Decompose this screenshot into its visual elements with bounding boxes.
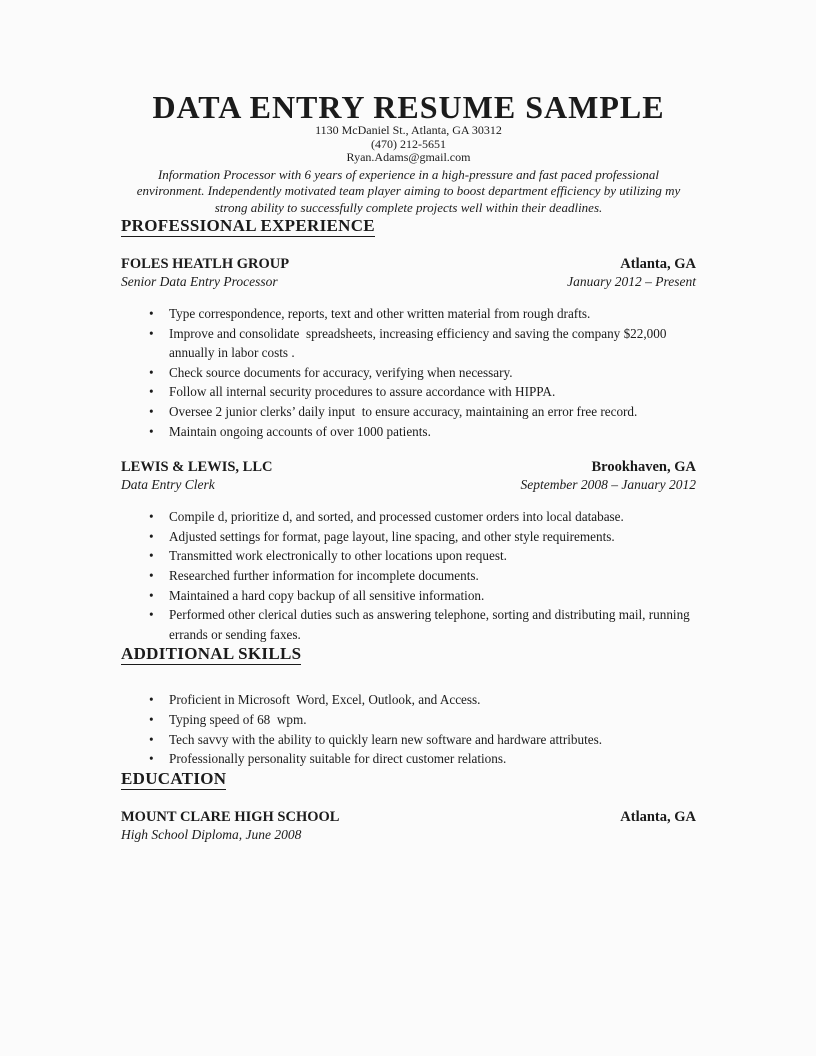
summary-line: environment. Independently motivated team player aiming to boost department efficiency by utilizing my	[136, 183, 681, 198]
contact-phone: (470) 212-5651	[371, 136, 446, 151]
list-item: • Follow all internal security procedures to assure accordance with HIPPA.	[169, 382, 696, 402]
list-item: • Tech savvy with the ability to quickly learn new software and hardware attributes.	[169, 730, 696, 750]
job-entry	[121, 459, 696, 644]
summary-line: Information Processor with 6 years of experience in a high-pressure and fast paced professional	[157, 166, 660, 182]
skills-bullet-list	[121, 690, 696, 768]
list-item: • Maintained a hard copy backup of all sensitive information.	[169, 586, 696, 606]
section-heading-education	[121, 769, 696, 789]
school-name: MOUNT CLARE HIGH SCHOOL	[121, 808, 340, 825]
list-item: • Adjusted settings for format, page layout, line spacing, and other style requirements.	[169, 527, 696, 547]
section-heading-text: PROFESSIONAL EXPERIENCE	[121, 216, 375, 235]
list-item: • Type correspondence, reports, text and other written material from rough drafts.	[169, 304, 696, 324]
list-item: • Check source documents for accuracy, verifying when necessary.	[169, 363, 696, 383]
job-role-row	[121, 273, 696, 290]
job-company-row	[121, 256, 696, 273]
section-professional-experience	[121, 216, 696, 644]
list-item: • Performed other clerical duties such as answering telephone, sorting and distributing mail, running errands or sending faxes.	[169, 605, 696, 644]
job-title: Senior Data Entry Processor	[121, 274, 278, 289]
summary-paragraph	[121, 167, 696, 217]
section-education	[121, 769, 696, 843]
section-heading-skills	[121, 644, 696, 664]
job-company-row	[121, 459, 696, 476]
list-item: • Professionally personality suitable for direct customer relations.	[169, 749, 696, 769]
list-item: • Transmitted work electronically to other locations upon request.	[169, 546, 696, 566]
list-item: • Proficient in Microsoft Word, Excel, Outlook, and Access.	[169, 690, 696, 710]
company-location: Brookhaven, GA	[591, 459, 696, 476]
section-additional-skills	[121, 644, 696, 768]
page-title: DATA ENTRY RESUME SAMPLE	[152, 89, 665, 125]
school-location: Atlanta, GA	[620, 808, 696, 825]
job-dates: September 2008 – January 2012	[520, 477, 696, 493]
company-name: LEWIS & LEWIS, LLC	[121, 459, 273, 476]
list-item: • Researched further information for incomplete documents.	[169, 566, 696, 586]
company-name: FOLES HEATLH GROUP	[121, 256, 290, 272]
contact-address: 1130 McDaniel St., Atlanta, GA 30312	[315, 123, 502, 137]
section-heading-experience	[121, 216, 696, 236]
job-role-row	[121, 476, 696, 493]
education-school-row	[121, 809, 696, 826]
list-item: • Improve and consolidate spreadsheets, increasing efficiency and saving the company $22,000 annually in labor costs .	[169, 324, 696, 363]
job-entry	[121, 256, 696, 441]
contact-email: Ryan.Adams@gmail.com	[346, 150, 471, 164]
list-item: • Typing speed of 68 wpm.	[169, 710, 696, 730]
job-dates: January 2012 – Present	[567, 274, 696, 289]
list-item: • Oversee 2 junior clerks’ daily input to ensure accuracy, maintaining an error free record.	[169, 402, 696, 422]
section-heading-text: EDUCATION	[121, 768, 227, 788]
job-title: Data Entry Clerk	[121, 477, 215, 493]
list-item: • Compile d, prioritize d, and sorted, and processed customer orders into local database.	[169, 507, 696, 527]
resume-header	[121, 90, 696, 216]
job-bullet-list	[121, 507, 696, 644]
degree-line: High School Diploma, June 2008	[121, 826, 302, 842]
summary-line: strong ability to successfully complete projects well within their deadlines.	[214, 199, 603, 215]
job-bullet-list	[121, 304, 696, 441]
company-location: Atlanta, GA	[620, 256, 696, 272]
section-heading-text: ADDITIONAL SKILLS	[121, 644, 302, 664]
list-item: • Maintain ongoing accounts of over 1000 patients.	[169, 422, 696, 442]
